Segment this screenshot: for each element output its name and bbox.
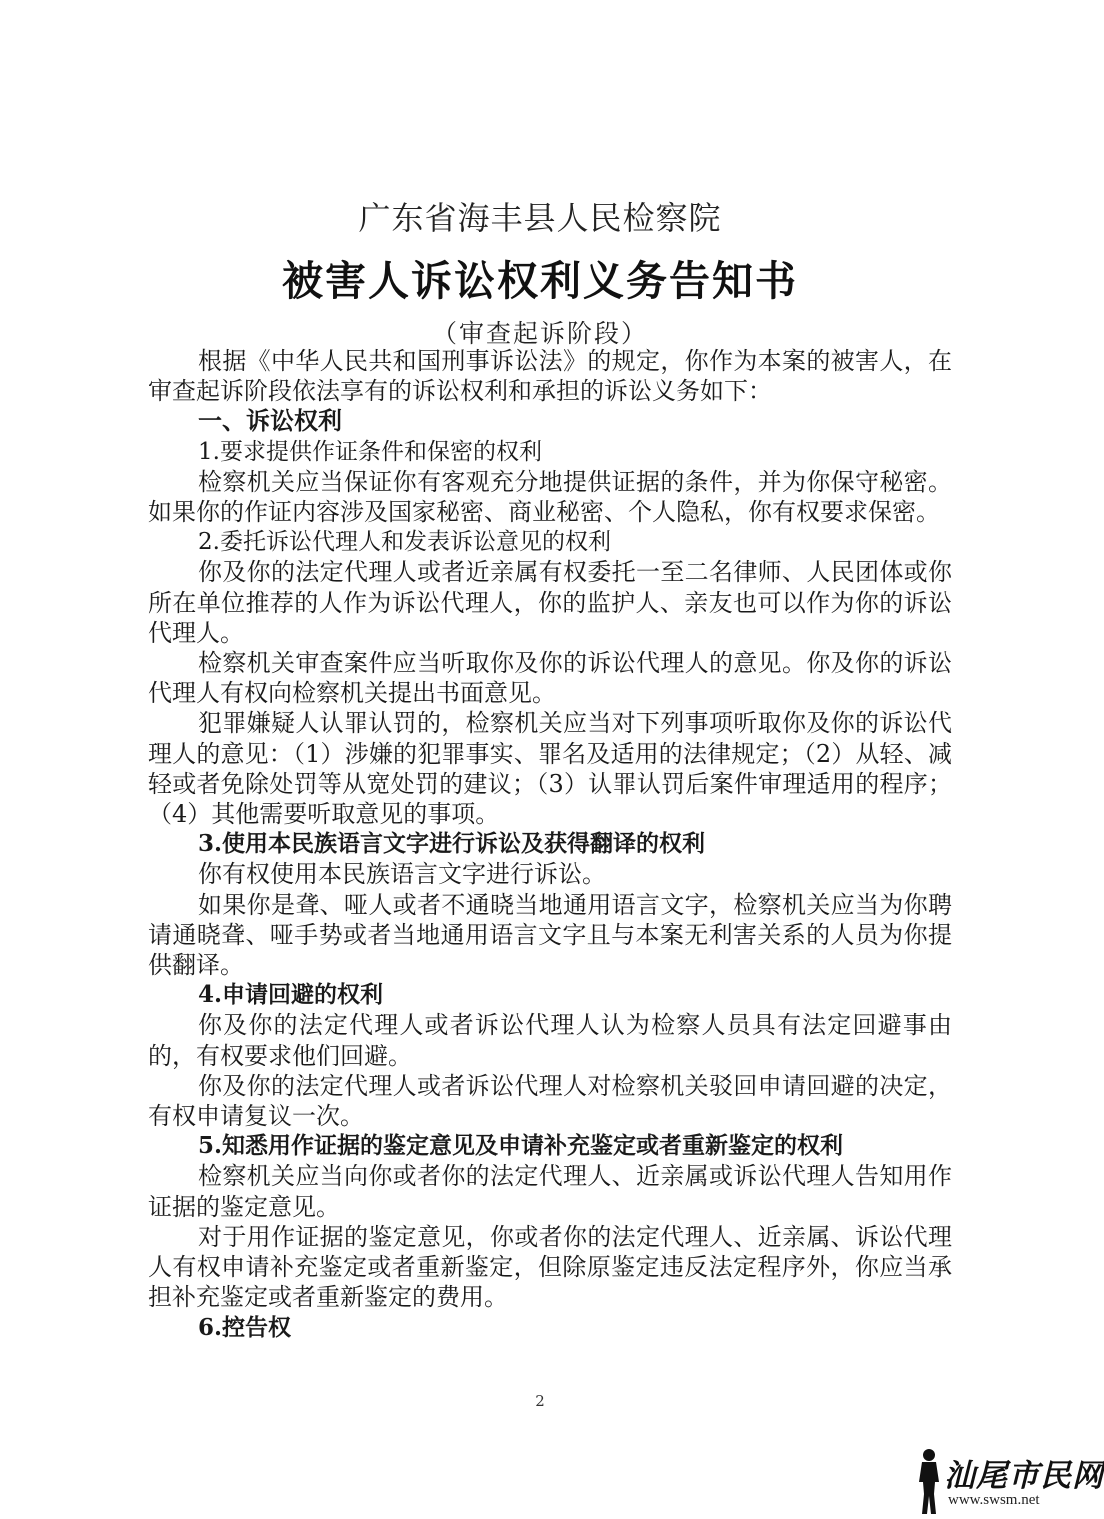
stage-subtitle: （审查起诉阶段）	[431, 319, 648, 348]
right-2-paragraph-2: 检察机关审查案件应当听取你及你的诉讼代理人的意见。你及你的诉讼代理人有权向检察机关提出书面意见。	[148, 649, 952, 708]
right-1-paragraph: 检察机关应当保证你有客观充分地提供证据的条件，并为你保守秘密。如果你的作证内容涉及国家秘密、商业秘密、个人隐私，你有权要求保密。	[148, 467, 952, 527]
document-body	[148, 346, 952, 1343]
right-2-paragraph-1: 你及你的法定代理人或者近亲属有权委托一至二名律师、人民团体或你所在单位推荐的人作为诉讼代理人，你的监护人、亲友也可以作为你的诉讼代理人。	[148, 558, 952, 647]
watermark-url: www.swsm.net	[948, 1492, 1040, 1508]
document-title: 被害人诉讼权利义务告知书	[282, 257, 798, 305]
right-4-paragraph-1: 你及你的法定代理人或者诉讼代理人认为检察人员具有法定回避事由的，有权要求他们回避。	[148, 1011, 952, 1070]
right-5-paragraph-1: 检察机关应当向你或者你的法定代理人、近亲属或诉讼代理人告知用作证据的鉴定意见。	[148, 1162, 952, 1221]
page-number: 2	[535, 1392, 545, 1410]
right-4-heading: 4.申请回避的权利	[198, 981, 384, 1009]
right-4-paragraph-2: 你及你的法定代理人或者诉讼代理人对检察机关驳回申请回避的决定，有权申请复议一次。	[148, 1071, 952, 1131]
organization-name: 广东省海丰县人民检察院	[358, 199, 722, 237]
right-2-paragraph-3: 犯罪嫌疑人认罪认罚的，检察机关应当对下列事项听取你及你的诉讼代理人的意见：（1）涉嫌的犯罪事实、罪名及适用的法律规定；（2）从轻、减轻或者免除处罚等从宽处罚的建议；（3）认罪认罚后案件审理适用的程序；（4）其他需要听取意见的事项。	[148, 709, 952, 829]
site-watermark	[912, 1448, 1104, 1516]
right-3-heading: 3.使用本民族语言文字进行诉讼及获得翻译的权利	[198, 830, 706, 858]
person-silhouette-icon	[912, 1448, 946, 1516]
intro-paragraph: 根据《中华人民共和国刑事诉讼法》的规定，你作为本案的被害人，在审查起诉阶段依法享有的诉讼权利和承担的诉讼义务如下：	[148, 347, 952, 406]
right-1-heading: 1.要求提供作证条件和保密的权利	[198, 438, 542, 465]
right-2-heading: 2.委托诉讼代理人和发表诉讼意见的权利	[198, 529, 611, 556]
section-heading-rights: 一、诉讼权利	[198, 406, 342, 436]
right-6-heading: 6.控告权	[198, 1313, 292, 1341]
right-3-paragraph-2: 如果你是聋、哑人或者不通晓当地通用语言文字，检察机关应当为你聘请通晓聋、哑手势或者当地通用语言文字且与本案无利害关系的人员为你提供翻译。	[148, 890, 952, 980]
right-5-heading: 5.知悉用作证据的鉴定意见及申请补充鉴定或者重新鉴定的权利	[198, 1132, 844, 1160]
watermark-site-name: 汕尾市民网	[944, 1458, 1104, 1494]
right-5-paragraph-2: 对于用作证据的鉴定意见，你或者你的法定代理人、近亲属、诉讼代理人有权申请补充鉴定或者重新鉴定，但除原鉴定违反法定程序外，你应当承担补充鉴定或者重新鉴定的费用。	[148, 1222, 952, 1312]
right-3-paragraph-1: 你有权使用本民族语言文字进行诉讼。	[198, 860, 606, 889]
